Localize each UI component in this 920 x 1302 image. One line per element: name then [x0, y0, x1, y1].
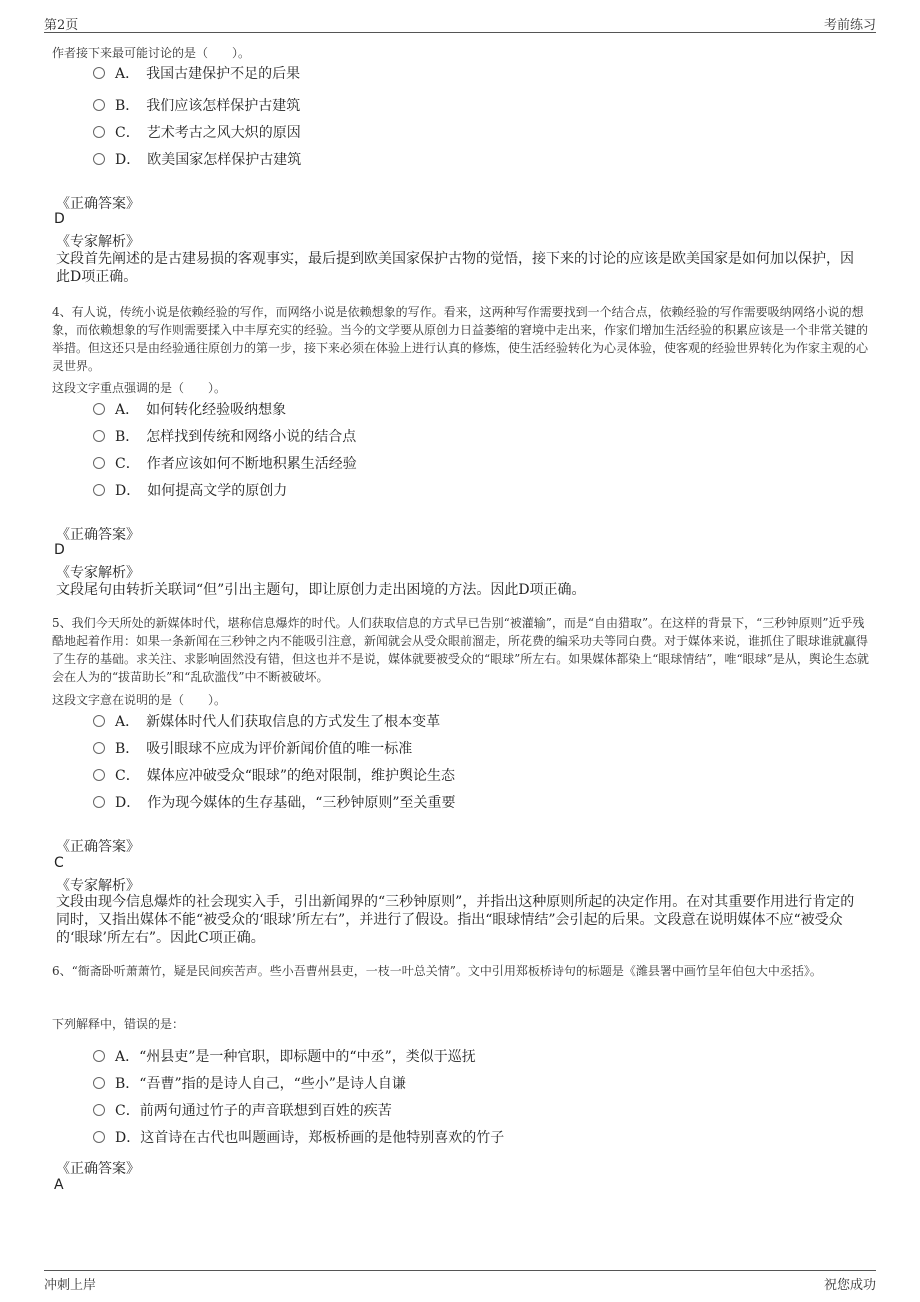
radio-icon[interactable] — [93, 769, 105, 781]
answer-label: 《正确答案》 — [56, 839, 140, 855]
q3-option-d[interactable]: D． 欧美国家怎样保护古建筑 — [93, 150, 301, 170]
q4-stem: 4、有人说，传统小说是依赖经验的写作，而网络小说是依赖想象的写作。看来，这两种写作需要找到一个结合点，依赖经验的写作需要吸纳网络小说的想象，而依赖想象的写作则需要揉入中丰厚充实的经验。当今的文学要从原创力日益萎缩的窘境中走出来，作家们增加生活经验的积累应该是一个非常关键的举措。但这还只是由经验通往原创力的第一步，接下来必须在体验上进行认真的修炼，使生活经验转化为心灵体验，使客观的经验世界转化为作家主观的心灵世界。 — [52, 305, 869, 373]
q5-stem: 5、我们今天所处的新媒体时代，堪称信息爆炸的时代。人们获取信息的方式早已告别“被灌输”，而是“自由猎取”。在这样的背景下，“三秒钟原则”近乎残酷地起着作用：如果一条新闻在三秒钟之内不能吸引注意，新闻就会从受众眼前溜走，所花费的编采功夫等同白费。对于媒体来说，谁抓住了眼球谁就赢得了生存的基础。求关注、求影响固然没有错，但这也并不是说，媒体就要被受众的“眼球”所左右。如果媒体都染上“眼球情结”，唯“眼球”是从，舆论生态就会在人为的“拔苗助长”和“乱砍滥伐”中不断被破坏。 — [52, 616, 869, 684]
q5-explanation: 文段由现今信息爆炸的社会现实入手，引出新闻界的“三秒钟原则”，并指出这种原则所起的决定作用。在对其重要作用进行肯定的同时，又指出媒体不能“被受众的‘眼球’所左右”，并进行了假设。指出“眼球情结”会引起的后果。文段意在说明媒体不应“被受众的‘眼球’所左右”。因此C项正确。 — [56, 894, 855, 946]
q5-option-d[interactable]: D． 作为现今媒体的生存基础，“三秒钟原则”至关重要 — [93, 793, 456, 813]
radio-icon[interactable] — [93, 1131, 105, 1143]
q4-answer: D — [54, 542, 65, 558]
q3-option-b[interactable]: B． 我们应该怎样保护古建筑 — [93, 96, 300, 116]
radio-icon[interactable] — [93, 403, 105, 415]
page-footer — [44, 1270, 876, 1295]
answer-label: 《正确答案》 — [56, 527, 140, 543]
q3-explanation: 文段首先阐述的是古建易损的客观事实，最后提到欧美国家保护古物的觉悟，接下来的讨论的应该是欧美国家是如何加以保护，因此D项正确。 — [56, 251, 854, 285]
radio-icon[interactable] — [93, 484, 105, 496]
radio-icon[interactable] — [93, 1050, 105, 1062]
header-title: 考前练习 — [823, 18, 876, 33]
radio-icon[interactable] — [93, 430, 105, 442]
q4-option-c[interactable]: C． 作者应该如何不断地积累生活经验 — [93, 454, 357, 474]
radio-icon[interactable] — [93, 1077, 105, 1089]
q4-question: 这段文字重点强调的是（ ）。 — [52, 381, 227, 395]
q6-option-a[interactable]: A．“州县吏”是一种官职，即标题中的“中丞”，类似于巡抚 — [93, 1047, 476, 1067]
explanation-label: 《专家解析》 — [56, 565, 140, 581]
page-header — [44, 12, 876, 33]
q5-option-a[interactable]: A． 新媒体时代人们获取信息的方式发生了根本变革 — [93, 712, 440, 732]
radio-icon[interactable] — [93, 742, 105, 754]
radio-icon[interactable] — [93, 153, 105, 165]
q6-option-c[interactable]: C．前两句通过竹子的声音联想到百姓的疾苦 — [93, 1101, 392, 1121]
radio-icon[interactable] — [93, 457, 105, 469]
q4-option-d[interactable]: D． 如何提高文学的原创力 — [93, 481, 287, 501]
radio-icon[interactable] — [93, 715, 105, 727]
q4-explanation: 文段尾句由转折关联词“但”引出主题句，即让原创力走出困境的方法。因此D项正确。 — [56, 582, 586, 598]
q6-stem: 6、“衙斋卧听萧萧竹，疑是民间疾苦声。些小吾曹州县吏，一枝一叶总关情”。文中引用郑板桥诗句的标题是《潍县署中画竹呈年伯包大中丞括》。 — [52, 964, 822, 978]
radio-icon[interactable] — [93, 99, 105, 111]
q6-option-b[interactable]: B．“吾曹”指的是诗人自己，“些小”是诗人自谦 — [93, 1074, 406, 1094]
answer-label: 《正确答案》 — [56, 1161, 140, 1177]
q3-answer: D — [54, 211, 65, 227]
q5-question: 这段文字意在说明的是（ ）。 — [52, 693, 227, 707]
page-number: 第2页 — [44, 18, 79, 33]
radio-icon[interactable] — [93, 1104, 105, 1116]
q6-question: 下列解释中，错误的是： — [52, 1017, 185, 1031]
answer-label: 《正确答案》 — [56, 196, 140, 212]
q5-answer: C — [54, 855, 64, 871]
q4-option-b[interactable]: B． 怎样找到传统和网络小说的结合点 — [93, 427, 356, 447]
explanation-label: 《专家解析》 — [56, 878, 140, 894]
q3-option-a[interactable]: A． 我国古建保护不足的后果 — [93, 64, 300, 84]
q3-question: 作者接下来最可能讨论的是（ ）。 — [52, 46, 251, 60]
footer-right: 祝您成功 — [823, 1278, 876, 1293]
footer-left: 冲刺上岸 — [44, 1278, 97, 1293]
radio-icon[interactable] — [93, 796, 105, 808]
q4-option-a[interactable]: A． 如何转化经验吸纳想象 — [93, 400, 286, 420]
q6-answer: A — [54, 1177, 64, 1193]
radio-icon[interactable] — [93, 126, 105, 138]
explanation-label: 《专家解析》 — [56, 234, 140, 250]
q6-option-d[interactable]: D．这首诗在古代也叫题画诗，郑板桥画的是他特别喜欢的竹子 — [93, 1128, 504, 1148]
q5-option-c[interactable]: C． 媒体应冲破受众“眼球”的绝对限制，维护舆论生态 — [93, 766, 455, 786]
radio-icon[interactable] — [93, 67, 105, 79]
q5-option-b[interactable]: B． 吸引眼球不应成为评价新闻价值的唯一标准 — [93, 739, 412, 759]
q3-option-c[interactable]: C． 艺术考古之风大炽的原因 — [93, 123, 301, 143]
